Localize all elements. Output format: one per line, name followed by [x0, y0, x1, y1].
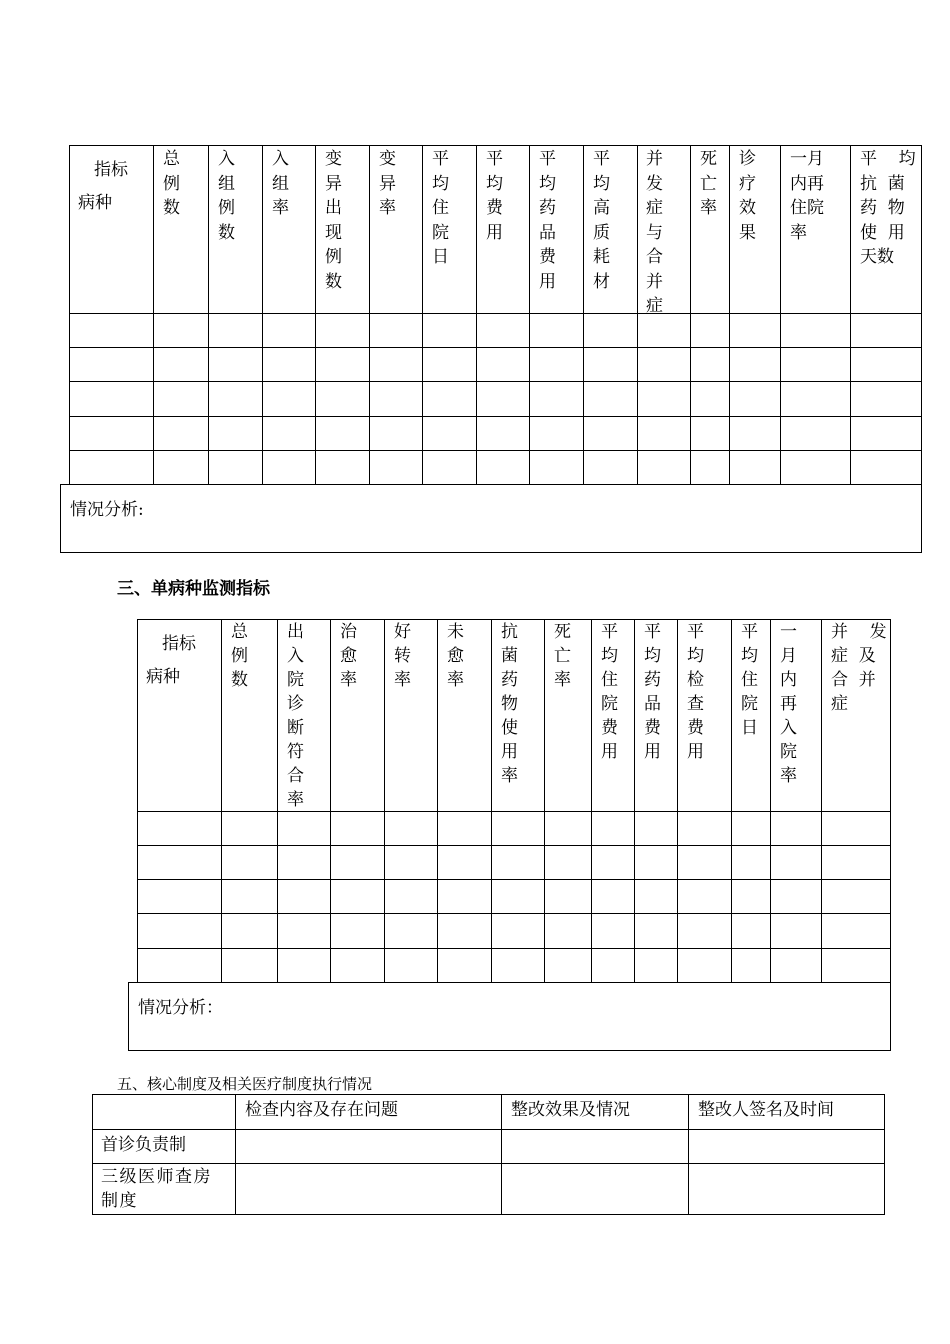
col-header-variation-cases: 变 异 出 现 例 数 — [325, 149, 342, 292]
row3-first-visit: 首诊负责制 — [101, 1135, 186, 1155]
analysis-label-2: 情况分析： — [138, 998, 223, 1018]
col2-header-total-cases: 总 例 数 — [231, 622, 248, 690]
col-header-complications: 并 发 症 与 合 并 症 — [646, 149, 663, 316]
col2-header-cure-rate: 治 愈 率 — [340, 622, 357, 690]
col2-header-avg-stay: 平 均 住 院 日 — [741, 622, 758, 738]
col3-header-rectification-effect: 整改效果及情况 — [511, 1100, 630, 1120]
col-header-enrollment-rate: 入 组 率 — [272, 149, 289, 218]
col3-header-signature: 整改人签名及时间 — [698, 1100, 834, 1120]
col-header-avg-stay: 平 均 住 院 日 — [432, 149, 449, 267]
corner-disease-label: 病种 — [78, 193, 112, 213]
row3-three-level-rounds: 三级医师查房 制度 — [101, 1167, 212, 1211]
col3-header-inspection: 检查内容及存在问题 — [245, 1100, 398, 1120]
col-header-readmission: 一月 内再 住院 率 — [790, 149, 824, 243]
col2-header-mortality: 死 亡 率 — [554, 622, 571, 690]
col-header-enrolled-cases: 入 组 例 数 — [218, 149, 235, 243]
col2-header-readmission: 一 月 内 再 入 院 率 — [780, 622, 797, 786]
analysis-box-2[interactable] — [128, 982, 891, 1051]
corner-indicator-label: 指标 — [94, 160, 128, 180]
col-header-avg-cost: 平 均 费 用 — [486, 149, 503, 243]
analysis-label-1: 情况分析: — [70, 500, 144, 520]
col2-header-improve-rate: 好 转 率 — [394, 622, 411, 690]
col2-header-complications: 并 发 症 及 合 并 症 — [831, 622, 887, 714]
section-5-title: 五、核心制度及相关医疗制度执行情况 — [117, 1075, 373, 1093]
col2-header-antibiotic-rate: 抗 菌 药 物 使 用 率 — [501, 622, 518, 786]
section-3-title: 三、单病种监测指标 — [117, 579, 270, 599]
col2-header-avg-hospital-cost: 平 均 住 院 费 用 — [601, 622, 618, 762]
col2-header-avg-exam-cost: 平 均 检 查 费 用 — [687, 622, 704, 762]
col2-header-uncured-rate: 未 愈 率 — [447, 622, 464, 690]
col2-header-diagnosis-match: 出 入 院 诊 断 符 合 率 — [287, 622, 304, 810]
col-header-avg-consumables: 平 均 高 质 耗 材 — [593, 149, 610, 292]
col-header-antibiotic-days: 平 均 抗 菌 药 物 使 用 天数 — [860, 149, 916, 267]
col2-header-avg-drug-cost: 平 均 药 品 费 用 — [644, 622, 661, 762]
col-header-avg-drug-cost: 平 均 药 品 费 用 — [539, 149, 556, 292]
col-header-mortality: 死 亡 率 — [700, 149, 717, 218]
col-header-total-cases: 总 例 数 — [163, 149, 180, 218]
col-header-variation-rate: 变 异 率 — [379, 149, 396, 218]
col-header-treatment-effect: 诊 疗 效 果 — [739, 149, 756, 243]
corner-disease-label-2: 病种 — [146, 667, 180, 687]
corner-indicator-label-2: 指标 — [162, 634, 196, 654]
analysis-box-1[interactable] — [60, 484, 922, 553]
